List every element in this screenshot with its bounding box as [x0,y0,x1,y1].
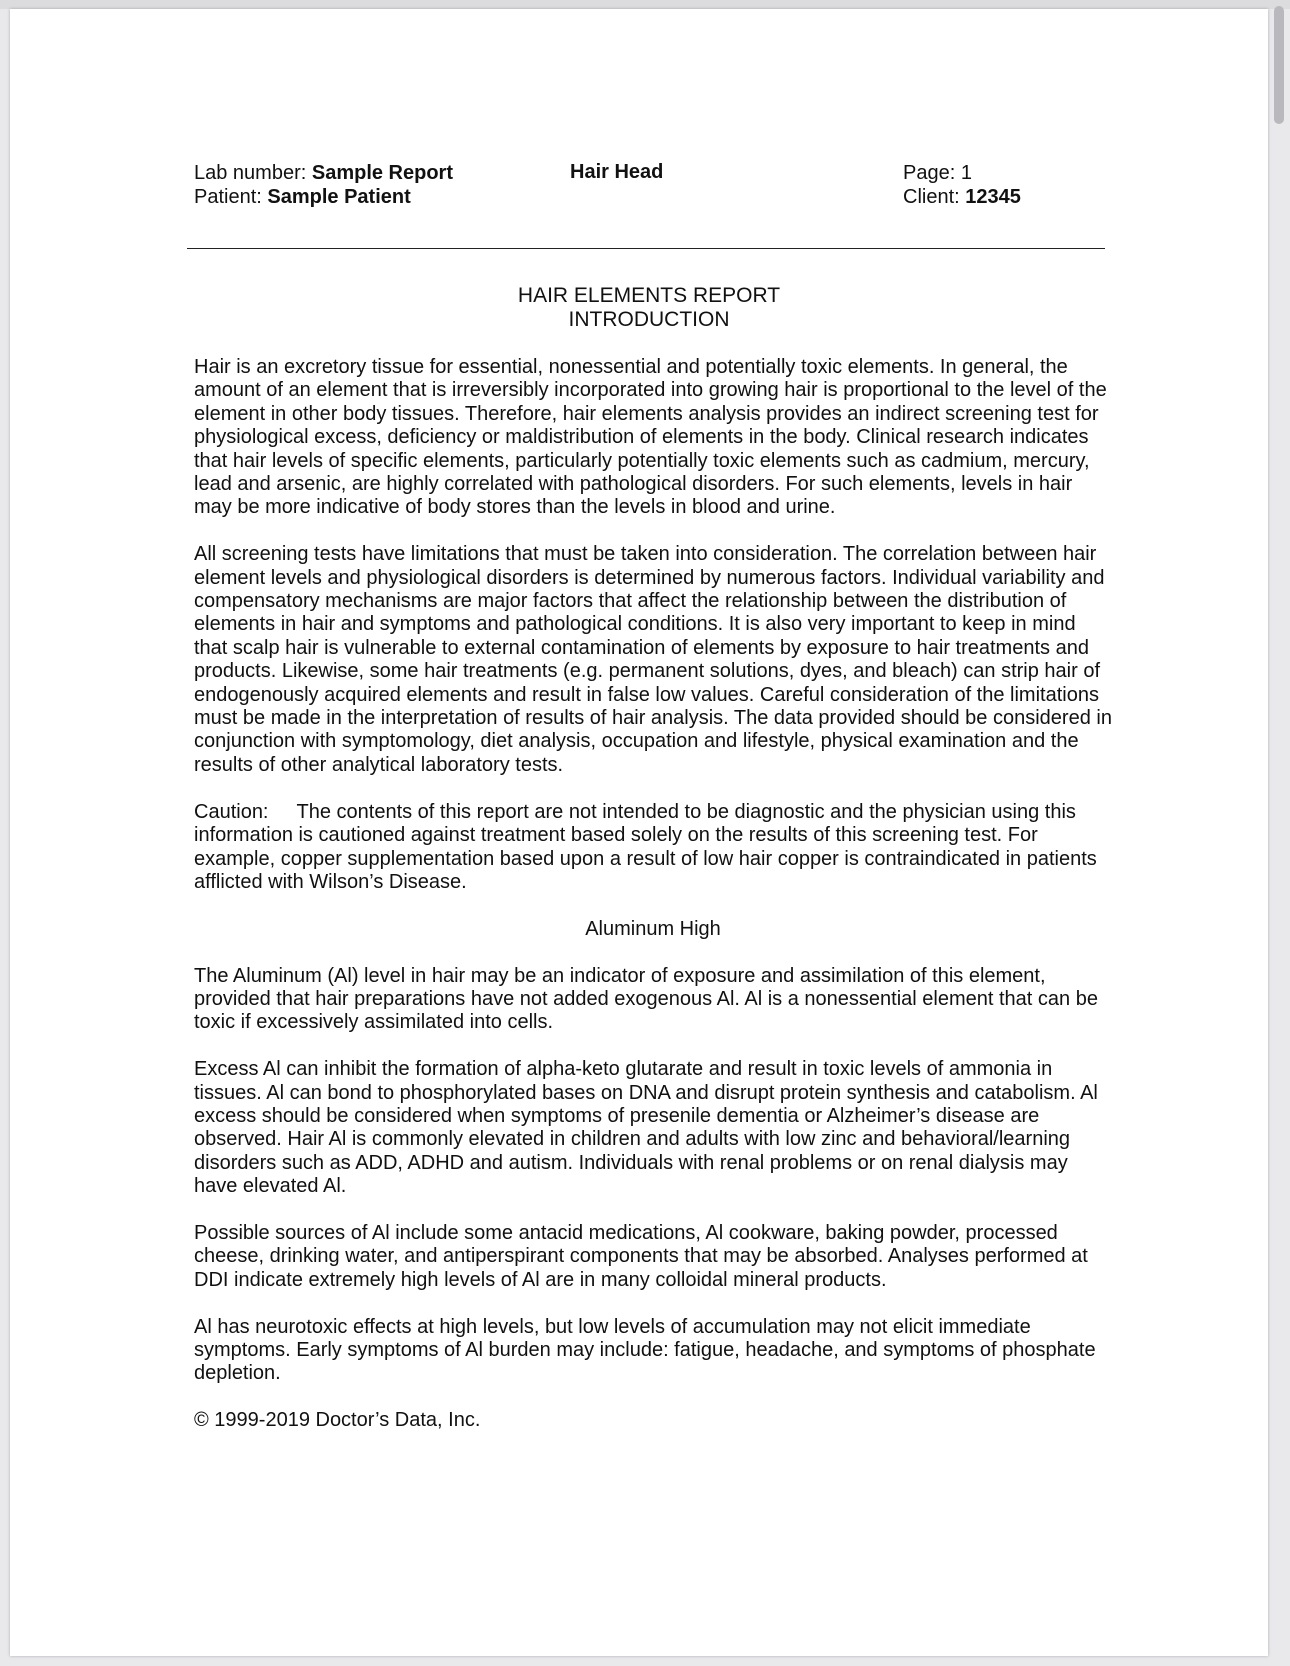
aluminum-heading: Aluminum High [585,917,721,940]
intro-paragraph-1: Hair is an excretory tissue for essential, nonessential and potentially toxic elements. In general, the amount of an element that is irreversibly incorporated into growing hair is proportional to the level of the element in other body tissues. Therefore, hair elements analysis provides an indirect screening test for physiological excess, deficiency or maldistribution of elements in the body. Clinical research indicates that hair levels of specific elements, particularly potentially toxic elements such as cadmium, mercury, lead and arsenic, are highly correlated with pathological disorders. For such elements, levels in hair may be more indicative of body stores than the levels in blood and urine. [194,356,1107,519]
report-title [194,284,1104,332]
page-value: 1 [960,162,972,184]
page-label: Page: [903,162,956,184]
patient-line [194,185,453,209]
lab-number-line [194,161,453,185]
aluminum-paragraph-3: Possible sources of Al include some antacid medications, Al cookware, baking powder, processed cheese, drinking water, and antiperspirant components that may be absorbed. Analyses performed at DDI indicate extremely high levels of Al are in many colloidal mineral products. [194,1221,1088,1291]
specimen-type: Hair Head [570,161,664,183]
report-title-main: HAIR ELEMENTS REPORT [517,284,781,307]
intro-paragraph-2: All screening tests have limitations that must be taken into consideration. The correlation between hair element levels and physiological disorders is determined by numerous factors. Individual variability and compensatory mechanisms are major factors that affect the relationship between the distribution of elements in hair and symptoms and pathological conditions. It is also very important to keep in mind that scalp hair is vulnerable to external contamination of elements by exposure to hair treatments and products. Likewise, some hair treatments (e.g. permanent solutions, dyes, and bleach) can strip hair of endogenously acquired elements and result in false low values. Careful consideration of the limitations must be made in the interpretation of results of hair analysis. The data provided should be considered in conjunction with symptomology, diet analysis, occupation and lifestyle, physical examination and the results of other analytical laboratory tests. [194,543,1112,776]
aluminum-paragraph-4: Al has neurotoxic effects at high levels, but low levels of accumulation may not elicit immediate symptoms. Early symptoms of Al burden may include: fatigue, headache, and symptoms of phosphate depletion. [194,1315,1096,1385]
client-value: 12345 [965,186,1021,208]
vertical-scrollbar[interactable] [1270,0,1290,1666]
lab-number-label: Lab number: [194,162,307,184]
report-body [194,356,1112,1433]
scrollbar-thumb[interactable] [1274,6,1284,124]
report-header-right [903,161,1021,209]
header-divider [187,248,1105,249]
copyright-notice: © 1999-2019 Doctor’s Data, Inc. [194,1409,481,1432]
client-label: Client: [903,186,960,208]
client-line [903,185,1021,209]
caution-label: Caution: [194,800,269,823]
aluminum-paragraph-2: Excess Al can inhibit the formation of alpha-keto glutarate and result in toxic levels of ammonia in tissues. Al can bond to phosphorylated bases on DNA and disrupt protein synthesis and catabolism. Al excess should be considered when symptoms of presenile dementia or Alzheimer’s disease are observed. Hair Al is commonly elevated in children and adults with low zinc and behavioral/learning disorders such as ADD, ADHD and autism. Individuals with renal problems or on renal dialysis may have elevated Al. [194,1058,1098,1198]
lab-number-value: Sample Report [311,162,454,184]
aluminum-paragraph-1: The Aluminum (Al) level in hair may be an indicator of exposure and assimilation of this element, provided that hair preparations have not added exogenous Al. Al is a nonessential element that can be toxic if excessively assimilated into cells. [194,964,1098,1034]
report-title-sub: INTRODUCTION [568,308,730,331]
document-page [10,9,1268,1656]
patient-value: Sample Patient [267,186,411,208]
caution-paragraph [194,801,1112,895]
page-number-line [903,161,1021,185]
caution-text: The contents of this report are not intended to be diagnostic and the physician using this information is cautioned against treatment based solely on the results of this screening test. For example, copper supplementation based upon a result of low hair copper is contraindicated in patients afflicted with Wilson’s Disease. [194,800,1097,893]
patient-label: Patient: [194,186,262,208]
report-header-left [194,161,453,209]
viewer-top-bar [0,0,1290,9]
